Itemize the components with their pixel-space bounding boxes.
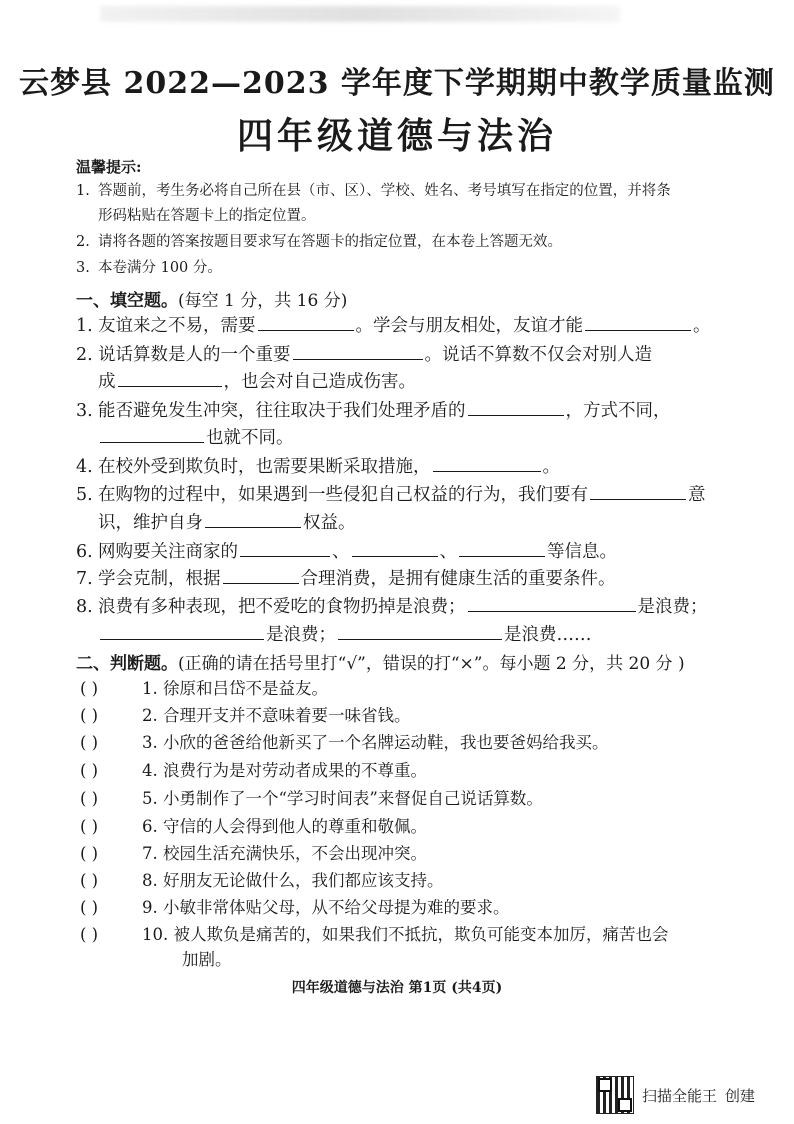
tips-heading: 温馨提示: bbox=[76, 158, 142, 176]
scan-smudge bbox=[100, 6, 620, 22]
answer-parentheses: ( ) bbox=[80, 761, 99, 780]
answer-parentheses: ( ) bbox=[80, 817, 99, 836]
judge-item: ( ) 8. 好朋友无论做什么，我们都应该支持。 bbox=[80, 869, 444, 893]
answer-blank bbox=[468, 593, 636, 612]
tip-item: 1. 答题前，考生务必将自己所在县（市、区）、学校、姓名、考号填写在指定的位置，并将条 bbox=[76, 183, 671, 199]
answer-blank bbox=[205, 509, 301, 528]
answer-parentheses: ( ) bbox=[80, 871, 99, 890]
qr-code-icon bbox=[596, 1076, 634, 1114]
judge-item-10-cont: 加剧。 bbox=[182, 950, 232, 969]
fill-question-8: 8. 浪费有多种表现，把不爱吃的食物扔掉是浪费； 是浪费； bbox=[76, 593, 708, 620]
tip-item: 2. 请将各题的答案按题目要求写在答题卡的指定位置，在本卷上答题无效。 bbox=[76, 234, 562, 250]
judge-item: ( ) 7. 校园生活充满快乐，不会出现冲突。 bbox=[80, 842, 427, 866]
answer-blank bbox=[585, 312, 691, 331]
fill-question-6: 6. 网购要关注商家的 、 、 等信息。 bbox=[76, 538, 617, 565]
judge-item: ( ) 4. 浪费行为是对劳动者成果的不尊重。 bbox=[80, 759, 427, 783]
page-footer: 四年级道德与法治 第1页 (共4页) bbox=[291, 980, 503, 996]
answer-blank bbox=[590, 481, 686, 500]
section-fill-heading: 一、填空题。(每空 1 分，共 16 分) bbox=[76, 291, 348, 311]
fill-question-5: 5. 在购物的过程中，如果遇到一些侵犯自己权益的行为，我们要有 意 bbox=[76, 481, 706, 508]
scanner-action: 创建 bbox=[725, 1086, 756, 1105]
judge-item: ( ) 9. 小敏非常体贴父母，从不给父母提为难的要求。 bbox=[80, 896, 510, 920]
judge-item: ( ) 6. 守信的人会得到他人的尊重和敬佩。 bbox=[80, 815, 427, 839]
answer-parentheses: ( ) bbox=[80, 733, 99, 752]
answer-blank bbox=[118, 368, 222, 387]
fill-question-2: 2. 说话算数是人的一个重要 。说话不算数不仅会对别人造 bbox=[76, 341, 652, 368]
tip-item: 3. 本卷满分 100 分。 bbox=[76, 260, 222, 276]
section-judge-heading: 二、判断题。(正确的请在括号里打“√”，错误的打“×”。每小题 2 分，共 20 分 ) bbox=[76, 654, 685, 674]
judge-item: ( ) 10. 被人欺负是痛苦的，如果我们不抵抗，欺负可能变本加厉，痛苦也会 bbox=[80, 923, 669, 947]
answer-blank bbox=[258, 312, 354, 331]
subject-title: 四年级道德与法治 bbox=[236, 115, 557, 157]
answer-blank bbox=[433, 453, 541, 472]
answer-parentheses: ( ) bbox=[80, 706, 99, 725]
answer-blank bbox=[338, 621, 502, 640]
answer-parentheses: ( ) bbox=[80, 925, 99, 944]
answer-parentheses: ( ) bbox=[80, 679, 99, 698]
answer-parentheses: ( ) bbox=[80, 789, 99, 808]
scanner-watermark bbox=[596, 1076, 755, 1114]
fill-question-2-cont: 成 ，也会对自己造成伤害。 bbox=[98, 368, 416, 395]
answer-blank bbox=[468, 397, 564, 416]
fill-question-7: 7. 学会克制，根据 合理消费，是拥有健康生活的重要条件。 bbox=[76, 565, 616, 592]
fill-question-5-cont: 识，维护自身 权益。 bbox=[98, 509, 356, 536]
answer-parentheses: ( ) bbox=[80, 844, 99, 863]
judge-item: ( ) 2. 合理开支并不意味着要一味省钱。 bbox=[80, 704, 411, 728]
tip-item: 形码粘贴在答题卡上的指定位置。 bbox=[98, 208, 316, 224]
fill-question-4: 4. 在校外受到欺负时，也需要果断采取措施， 。 bbox=[76, 453, 560, 480]
answer-blank bbox=[352, 538, 438, 557]
answer-blank bbox=[240, 538, 330, 557]
judge-item: ( ) 5. 小勇制作了一个“学习时间表”来督促自己说话算数。 bbox=[80, 787, 543, 811]
exam-title: 云梦县 2022—2023 学年度下学期期中教学质量监测 bbox=[19, 66, 775, 101]
fill-question-3-cont: 也就不同。 bbox=[98, 424, 294, 451]
answer-blank bbox=[223, 565, 299, 584]
fill-question-8-cont: 是浪费； 是浪费…… bbox=[98, 621, 592, 648]
answer-blank bbox=[100, 424, 204, 443]
judge-item: ( ) 1. 徐原和吕岱不是益友。 bbox=[80, 677, 328, 701]
scanner-app-name: 扫描全能王 bbox=[642, 1086, 718, 1105]
fill-question-1: 1. 友谊来之不易，需要 。学会与朋友相处，友谊才能 。 bbox=[76, 312, 711, 339]
answer-blank bbox=[100, 621, 264, 640]
answer-blank bbox=[459, 538, 545, 557]
answer-parentheses: ( ) bbox=[80, 898, 99, 917]
answer-blank bbox=[293, 341, 423, 360]
judge-item: ( ) 3. 小欣的爸爸给他新买了一个名牌运动鞋，我也要爸妈给我买。 bbox=[80, 731, 609, 755]
fill-question-3: 3. 能否避免发生冲突，往往取决于我们处理矛盾的 ，方式不同， bbox=[76, 397, 671, 424]
